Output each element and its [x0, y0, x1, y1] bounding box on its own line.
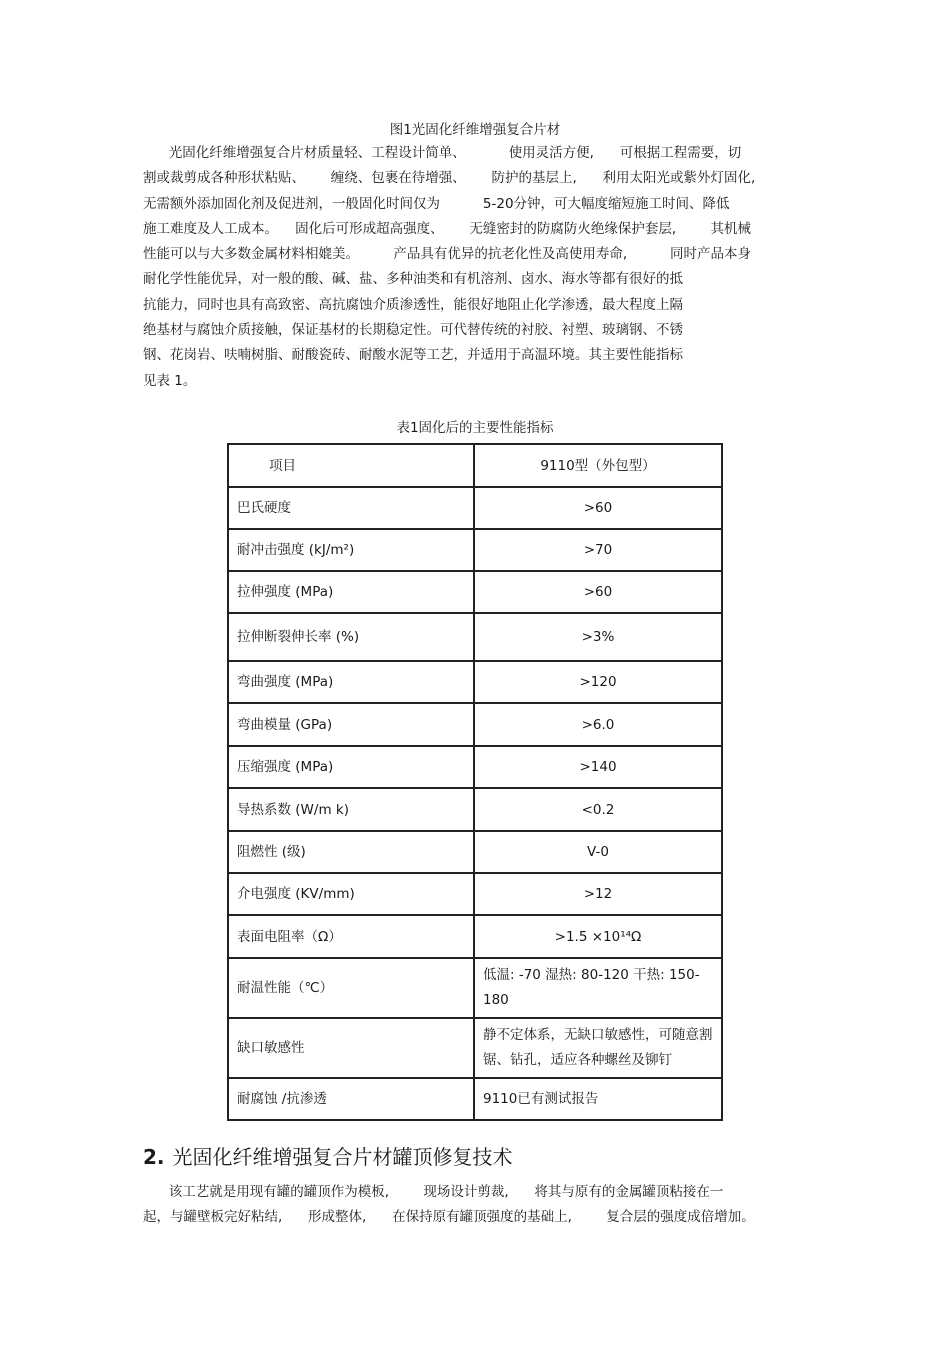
performance-table [227, 443, 723, 1121]
header-item: 项目 [228, 444, 474, 487]
row-value: >12 [474, 873, 722, 915]
paragraph-line: 起，与罐壁板完好粘结, 形成整体, 在保持原有罐顶强度的基础上, 复合层的强度成倍增加。 [143, 1209, 755, 1226]
table-row [228, 613, 722, 661]
table-row [228, 571, 722, 613]
table-header-row [228, 444, 722, 487]
row-item: 表面电阻率（Ω） [228, 915, 474, 958]
table-row [228, 788, 722, 831]
row-item: 压缩强度 (MPa) [228, 746, 474, 788]
row-value: 9110已有测试报告 [474, 1078, 722, 1120]
paragraph-line: 施工难度及人工成本。 固化后可形成超高强度、 无缝密封的防腐防火绝缘保护套层, 其机械 [143, 220, 752, 237]
table-row [228, 703, 722, 746]
row-value: >6.0 [474, 703, 722, 746]
row-value: >60 [474, 487, 722, 529]
paragraph-line: 性能可以与大多数金属材料相媲美。 产品具有优异的抗老化性及高使用寿命, 同时产品本身 [143, 246, 752, 263]
table-row [228, 831, 722, 873]
row-value: V-0 [474, 831, 722, 873]
row-value: >3% [474, 613, 722, 661]
table-row [228, 915, 722, 958]
table-row [228, 1018, 722, 1078]
row-item: 耐温性能（℃） [228, 958, 474, 1018]
row-value: 低温: -70 湿热: 80-120 干热: 150-180 [483, 967, 700, 1008]
row-item: 弯曲强度 (MPa) [228, 661, 474, 703]
row-item: 耐腐蚀 /抗渗透 [228, 1078, 474, 1120]
paragraph-line: 见表 1。 [143, 372, 197, 389]
row-value: >140 [474, 746, 722, 788]
paragraph-line: 无需额外添加固化剂及促进剂，一般固化时间仅为 5-20分钟，可大幅度缩短施工时间、降低 [143, 195, 730, 212]
section-title: 光固化纤维增强复合片材罐顶修复技术 [172, 1145, 513, 1169]
section-heading [143, 1142, 513, 1172]
paragraph-line: 光固化纤维增强复合片材质量轻、工程设计简单、 使用灵活方便, 可根据工程需要，切 [143, 145, 742, 161]
row-item: 导热系数 (W/m k) [228, 788, 474, 831]
row-value: >1.5 ×10¹⁴Ω [474, 915, 722, 958]
table-caption: 表1固化后的主要性能指标 [396, 420, 554, 436]
paragraph-line: 抗能力，同时也具有高致密、高抗腐蚀介质渗透性，能很好地阻止化学渗透，最大程度上隔 [143, 296, 683, 313]
paragraph-line: 绝基材与腐蚀介质接触，保证基材的长期稳定性。可代替传统的衬胶、衬塑、玻璃钢、不锈 [143, 322, 683, 339]
header-value: 9110型（外包型） [474, 444, 722, 487]
row-value: >120 [474, 661, 722, 703]
paragraph-line: 钢、花岗岩、呋喃树脂、耐酸瓷砖、耐酸水泥等工艺，并适用于高温环境。其主要性能指标 [143, 347, 683, 364]
table-row [228, 1078, 722, 1120]
row-value: >70 [474, 529, 722, 571]
paragraph-line: 割或裁剪成各种形状粘贴、 缠绕、包裹在待增强、 防护的基层上, 利用太阳光或紫外灯固化, [143, 170, 756, 187]
table-row [228, 661, 722, 703]
row-item: 缺口敏感性 [228, 1018, 474, 1078]
table-row [228, 529, 722, 571]
figure-caption: 图1光固化纤维增强复合片材 [389, 122, 561, 138]
row-item: 弯曲模量 (GPa) [228, 703, 474, 746]
section-number: 2. [143, 1145, 165, 1169]
paragraph-line: 该工艺就是用现有罐的罐顶作为模板, 现场设计剪裁, 将其与原有的金属罐顶粘接在一 [143, 1184, 724, 1200]
row-item: 巴氏硬度 [228, 487, 474, 529]
row-item: 阻燃性 (级) [228, 831, 474, 873]
row-item: 耐冲击强度 (kJ/m²) [228, 529, 474, 571]
intro-paragraph [143, 141, 755, 394]
row-item: 介电强度 (KV/mm) [228, 873, 474, 915]
table-row [228, 958, 722, 1018]
paragraph-line: 耐化学性能优异，对一般的酸、碱、盐、多种油类和有机溶剂、卤水、海水等都有很好的抵 [143, 271, 683, 288]
section-paragraph [143, 1180, 755, 1231]
row-value: >60 [474, 571, 722, 613]
table-row [228, 487, 722, 529]
row-item: 拉伸强度 (MPa) [228, 571, 474, 613]
row-value: 静不定体系，无缺口敏感性，可随意割锯、钻孔，适应各种螺丝及铆钉 [483, 1027, 713, 1068]
row-value: <0.2 [474, 788, 722, 831]
table-row [228, 873, 722, 915]
row-item: 拉伸断裂伸长率 (%) [228, 613, 474, 661]
table-row [228, 746, 722, 788]
